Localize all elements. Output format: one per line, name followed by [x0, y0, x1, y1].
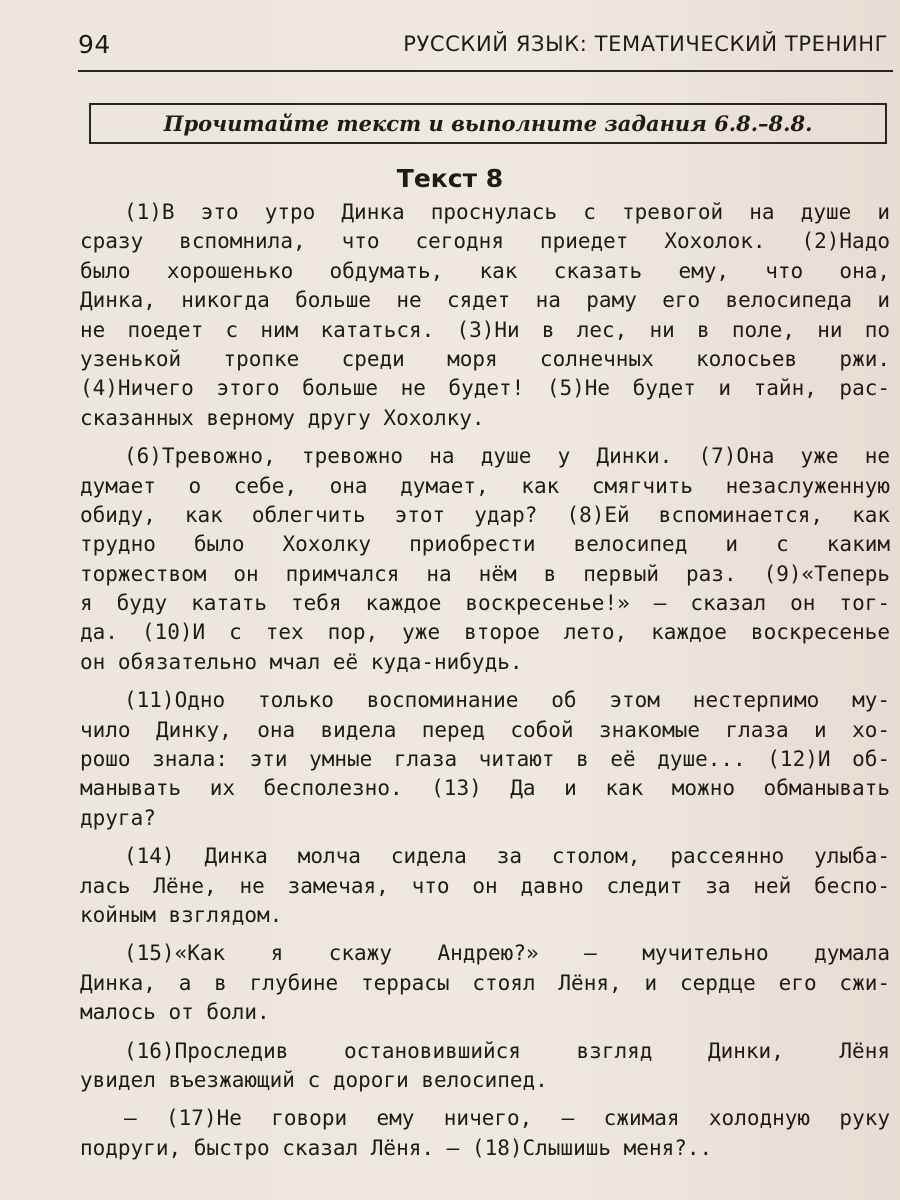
text-line: обиду, как облегчить этот удар? (8)Ей вспоминается, как	[80, 502, 890, 527]
text-line: (14) Динка молча сидела за столом, рассеянно улыба-	[124, 844, 890, 869]
text-line: трудно было Хохолку приобрести велосипед и с каким	[80, 532, 890, 557]
text-line: манывать их бесполезно. (13) Да и как можно обманывать	[80, 776, 890, 801]
text-line: думает о себе, она думает, как смягчить незаслуженную	[80, 473, 890, 498]
text-line: сразу вспомнила, что сегодня приедет Хохолок. (2)Надо	[80, 229, 890, 254]
header-rule	[78, 70, 893, 72]
text-line: (1)В это утро Динка проснулась с тревогой на душе и	[124, 200, 890, 224]
text-line: (15)«Как я скажу Андрею?» — мучительно думала	[124, 941, 890, 966]
text-line: подруги, быстро сказал Лёня. — (18)Слышишь меня?..	[80, 1135, 713, 1160]
text-line: увидел въезжающий с дороги велосипед.	[80, 1067, 548, 1092]
instruction-box	[89, 103, 887, 144]
text-line: койным взглядом.	[80, 902, 283, 927]
paragraph	[80, 442, 890, 677]
text-line: сказанных верному другу Хохолку.	[80, 405, 485, 430]
text-line: узенькой тропке среди моря солнечных колосьев ржи.	[80, 346, 890, 371]
paragraph	[80, 1037, 890, 1096]
paragraph	[80, 842, 890, 930]
text-line: друга?	[80, 805, 156, 830]
paragraph	[80, 1104, 890, 1163]
text-line: (4)Ничего этого больше не будет! (5)Не будет и тайн, рас-	[80, 376, 890, 401]
running-title: РУССКИЙ ЯЗЫК: ТЕМАТИЧЕСКИЙ ТРЕНИНГ	[403, 32, 888, 56]
text-line: чило Динку, она видела перед собой знакомые глаза и хо-	[80, 717, 890, 742]
text-line: он обязательно мчал её куда-нибудь.	[80, 649, 523, 674]
paragraph	[80, 198, 890, 433]
text-line: (16)Проследив остановившийся взгляд Динки, Лёня	[124, 1038, 890, 1063]
text-line: да. (10)И с тех пор, уже второе лето, каждое воскресенье	[80, 620, 890, 645]
instruction-text: Прочитайте текст и выполните задания 6.8.–8.8.	[163, 111, 813, 136]
text-line: было хорошенько обдумать, как сказать ему, что она,	[80, 258, 890, 283]
text-line: малось от боли.	[80, 1000, 270, 1025]
text-body	[80, 198, 890, 1172]
paragraph	[80, 939, 890, 1027]
page-header	[78, 30, 888, 64]
page-number: 94	[78, 30, 111, 59]
text-line: (11)Одно только воспоминание об этом нестерпимо му-	[124, 688, 890, 713]
text-line: я буду катать тебя каждое воскресенье!» — сказал он тог-	[80, 591, 890, 616]
text-line: — (17)Не говори ему ничего, — сжимая холодную руку	[124, 1106, 890, 1131]
text-line: Динка, а в глубине террасы стоял Лёня, и сердце его сжи-	[80, 970, 890, 995]
text-line: рошо знала: эти умные глаза читают в её душе... (12)И об-	[80, 747, 890, 772]
text-line: лась Лёне, не замечая, что он давно следит за ней беспо-	[80, 873, 890, 898]
paragraph	[80, 686, 890, 833]
text-line: не поедет с ним кататься. (3)Ни в лес, ни в поле, ни по	[80, 317, 890, 342]
text-line: (6)Тревожно, тревожно на душе у Динки. (7)Она уже не	[124, 444, 890, 469]
text-title: Текст 8	[396, 164, 504, 193]
text-line: Динка, никогда больше не сядет на раму его велосипеда и	[80, 288, 890, 313]
text-line: торжеством он примчался на нём в первый раз. (9)«Теперь	[80, 561, 890, 586]
